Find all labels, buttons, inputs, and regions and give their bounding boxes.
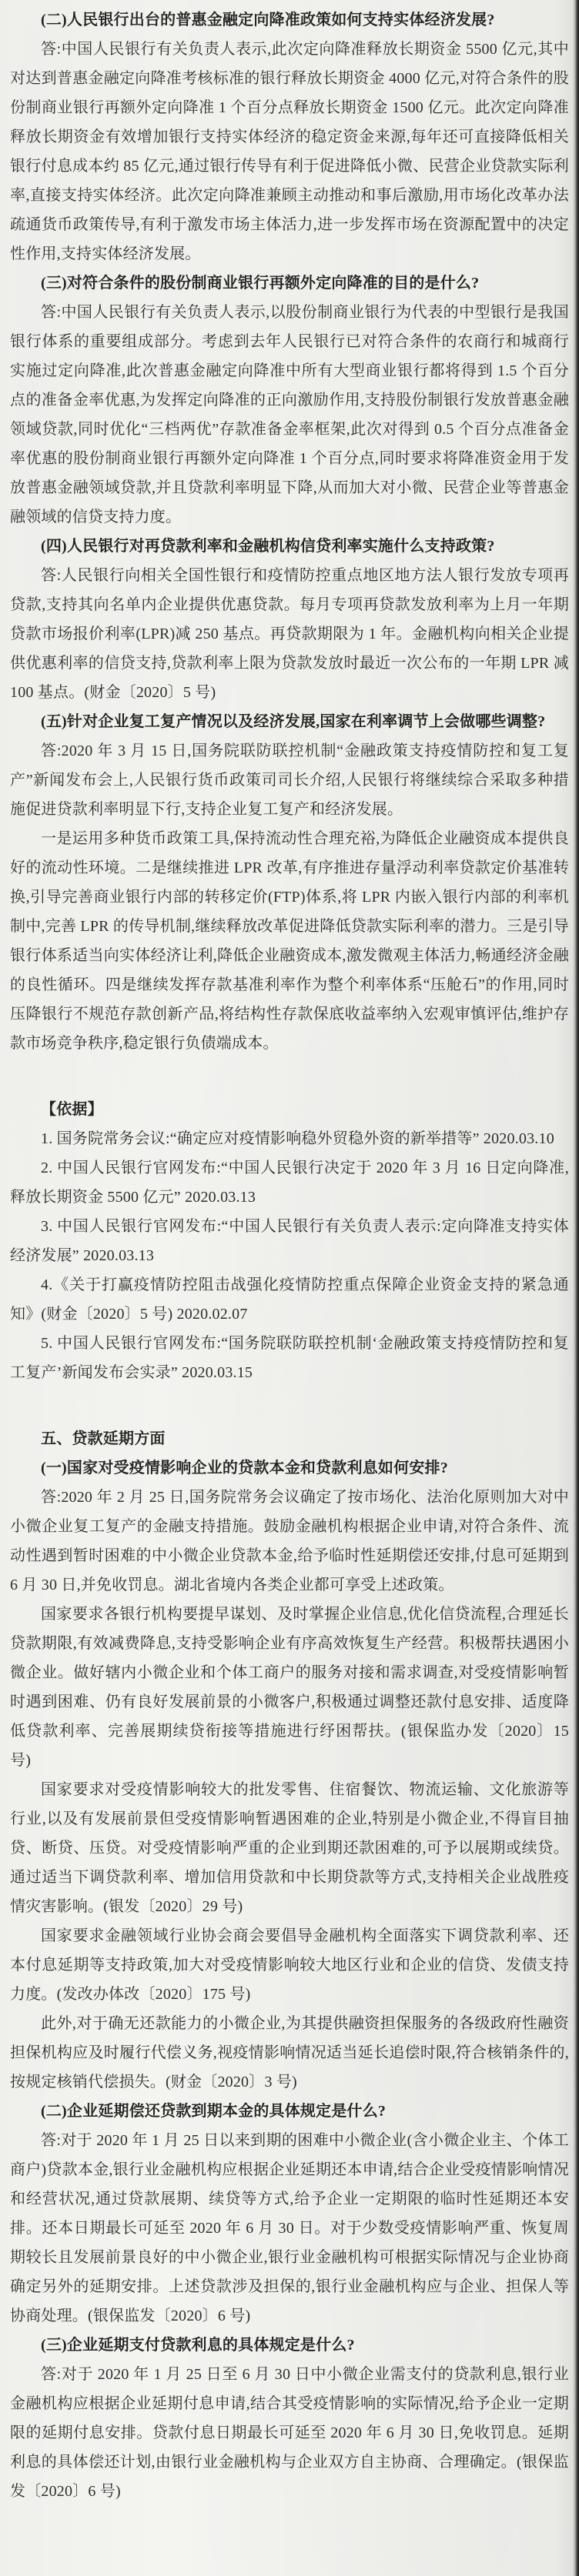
answer-paragraph: 国家要求金融领域行业协会商会要倡导金融机构全面落实下调贷款利率、还本付息延期等支持政策,加大对受疫情影响较大地区行业和企业的信贷、发债支持力度。(发改办体改〔2020〕175 号) <box>10 1927 569 2003</box>
answer-paragraph: 答:2020 年 2 月 25 日,国务院常务会议确定了按市场化、法治化原则加大对中小微企业复工复产的金融支持措施。鼓励金融机构根据企业申请,对符合条件、流动性遇到暂时困难的中小微企业贷款本金,给予临时性延期偿还安排,付息可延期到 6 月 30 日,并免收罚息。湖北省境内各类企业都可享受上述政策。 <box>10 1489 569 1593</box>
answer-paragraph: 答:中国人民银行有关负责人表示,此次定向降准释放长期资金 5500 亿元,其中对达到普惠金融定向降准考核标准的银行释放长期资金 4000 亿元,对符合条件的股份制商业银行再额外定向降准 1 个百分点释放长期资金 1500 亿元。此次定向降准释放长期资金有效增加银行支持实体经济的稳定资金来源,每年还可直接降低相关银行付息成本约 85 亿元,通过银行传导有利于促进降低小微、民营企业贷款实际利率,直接支持实体经济。此次定向降准兼顾主动推动和事后激励,用市场化改革办法疏通货币政策传导,有利于激发市场主体活力,进一步发挥市场在资源配置中的决定性作用,支持实体经济发展。 <box>10 41 569 262</box>
answer-paragraph: 答:2020 年 3 月 15 日,国务院联防联控机制“金融政策支持疫情防控和复工复产”新闻发布会上,人民银行货币政策司司长介绍,人民银行将继续综合采取多种措施促进贷款利率明显下行,支持企业复工复产和经济发展。 <box>10 742 569 818</box>
question-heading-part5-q1: (一)国家对受疫情影响企业的贷款本金和贷款利息如何安排? <box>41 1460 448 1477</box>
answer-paragraph: 一是运用多种货币政策工具,保持流动性合理充裕,为降低企业融资成本提供良好的流动性环境。二是继续推进 LPR 改革,有序推进存量浮动利率贷款定价基准转换,引导完善商业银行内部的转移定价(FTP)体系,将 LPR 内嵌入银行内部的利率机制中,完善 LPR 的传导机制,继续释放改革促进降低贷款实际利率的潜力。三是引导银行体系适当向实体经济让利,降低企业融资成本,激发微观主体活力,畅通经济金融的良性循环。四是继续发挥存款基准利率作为整个利率体系“压舱石”的作用,同时压降银行不规范存款创新产品,将结构性存款保底收益率纳入宏观审慎评估,维护存款市场竞争秩序,稳定银行负债端成本。 <box>10 830 569 1052</box>
basis-item: 3. 中国人民银行官网发布:“中国人民银行有关负责人表示:定向降准支持实体经济发展” 2020.03.13 <box>10 1218 569 1264</box>
answer-paragraph: 此外,对于确无还款能力的小微企业,为其提供融资担保服务的各级政府性融资担保机构应及时履行代偿义务,视疫情影响情况适当延长追偿时限,符合核销条件的,按规定核销代偿损失。(财金〔2020〕3 号) <box>10 2015 569 2090</box>
answer-paragraph: 答:中国人民银行有关负责人表示,以股份制商业银行为代表的中型银行是我国银行体系的重要组成部分。考虑到去年人民银行已对符合条件的农商行和城商行实施过定向降准,此次普惠金融定向降准中所有大型商业银行都将得到 1.5 个百分点的准备金率优惠,为发挥定向降准的正向激励作用,支持股份制银行发放普惠金融领域贷款,同时优化“三档两优”存款准备金率框架,此次对得到 0.5 个百分点准备金率优惠的股份制商业银行再额外定向降准 1 个百分点,同时要求将降准资金用于发放普惠金融领域贷款,并且贷款利率明显下降,从而加大对小微、民营企业等普惠金融领域的信贷支持力度。 <box>10 304 569 526</box>
answer-paragraph: 国家要求对受疫情影响较大的批发零售、住宿餐饮、物流运输、文化旅游等行业,以及有发展前景但受疫情影响暂遇困难的企业,特别是小微企业,不得盲目抽贷、断贷、压贷。对受疫情影响严重的企业到期还款困难的,可予以展期或续贷。通过适当下调贷款利率、增加信用贷款和中长期贷款等方式,支持相关企业战胜疫情灾害影响。(银发〔2020〕29 号) <box>10 1781 569 1915</box>
basis-heading: 【依据】 <box>41 1101 103 1118</box>
question-heading-part5-q2: (二)企业延期偿还贷款到期本金的具体规定是什么? <box>41 2103 387 2120</box>
section-heading-part5: 五、贷款延期方面 <box>41 1430 166 1447</box>
question-heading-part4-q5: (五)针对企业复工复产情况以及经济发展,国家在利率调节上会做哪些调整? <box>41 713 546 730</box>
document-body <box>10 5 569 2506</box>
answer-paragraph: 答:对于 2020 年 1 月 25 日至 6 月 30 日中小微企业需支付的贷款利息,银行业金融机构应根据企业延期付息申请,结合其受疫情影响的实际情况,给予企业一定期限的延期付息安排。贷款付息日期最长可延至 2020 年 6 月 30 日,免收罚息。延期利息的具体偿还计划,由银行业金融机构与企业双方自主协商、合理确定。(银保监发〔2020〕6 号) <box>10 2366 569 2500</box>
question-heading-part4-q4: (四)人民银行对再贷款利率和金融机构信贷利率实施什么支持政策? <box>41 538 495 555</box>
basis-item: 5. 中国人民银行官网发布:“国务院联防联控机制‘金融政策支持疫情防控和复工复产’新闻发布会实录” 2020.03.15 <box>10 1335 569 1381</box>
answer-paragraph: 国家要求各银行机构要提早谋划、及时掌握企业信息,优化信贷流程,合理延长贷款期限,有效减费降息,支持受影响企业有序高效恢复生产经营。积极帮扶遇困小微企业。做好辖内小微企业和个体工商户的服务对接和需求调查,对受疫情影响暂时遇到困难、仍有良好发展前景的小微客户,积极通过调整还款付息安排、适度降低贷款利率、完善展期续贷衔接等措施进行纾困帮扶。(银保监办发〔2020〕15 号) <box>10 1606 569 1769</box>
answer-paragraph: 答:对于 2020 年 1 月 25 日以来到期的困难中小微企业(含小微企业主、个体工商户)贷款本金,银行业金融机构应根据企业延期还本申请,结合企业受疫情影响情况和经营状况,通过贷款展期、续贷等方式,给予企业一定期限的临时性延期还本安排。还本日期最长可延至 2020 年 6 月 30 日。对于少数受疫情影响严重、恢复周期较长且发展前景良好的中小微企业,银行业金融机构可根据实际情况与企业协商确定另外的延期安排。上述贷款涉及担保的,银行业金融机构应与企业、担保人等协商处理。(银保监发〔2020〕6 号) <box>10 2132 569 2324</box>
scan-shadow-right <box>573 0 579 2576</box>
basis-item: 2. 中国人民银行官网发布:“中国人民银行决定于 2020 年 3 月 16 日定向降准,释放长期资金 5500 亿元” 2020.03.13 <box>10 1160 569 1206</box>
question-heading-part4-q2: (二)人民银行出台的普惠金融定向降准政策如何支持实体经济发展? <box>41 12 495 28</box>
basis-item: 4.《关于打赢疫情防控阻击战强化疫情防控重点保障企业资金支持的紧急通知》(财金〔2020〕5 号) 2020.02.07 <box>10 1276 569 1323</box>
basis-item: 1. 国务院常务会议:“确定应对疫情影响稳外贸稳外资的新举措等” 2020.03.10 <box>41 1130 554 1147</box>
answer-paragraph: 答:人民银行向相关全国性银行和疫情防控重点地区地方法人银行发放专项再贷款,支持其向名单内企业提供优惠贷款。每月专项再贷款发放利率为上月一年期贷款市场报价利率(LPR)减 250 基点。再贷款期限为 1 年。金融机构向相关企业提供优惠利率的信贷支持,贷款利率上限为贷款发放时最近一次公布的一年期 LPR 减 100 基点。(财金〔2020〕5 号) <box>10 567 569 701</box>
question-heading-part5-q3: (三)企业延期支付贷款利息的具体规定是什么? <box>41 2337 355 2354</box>
question-heading-part4-q3: (三)对符合条件的股份制商业银行再额外定向降准的目的是什么? <box>41 275 480 292</box>
